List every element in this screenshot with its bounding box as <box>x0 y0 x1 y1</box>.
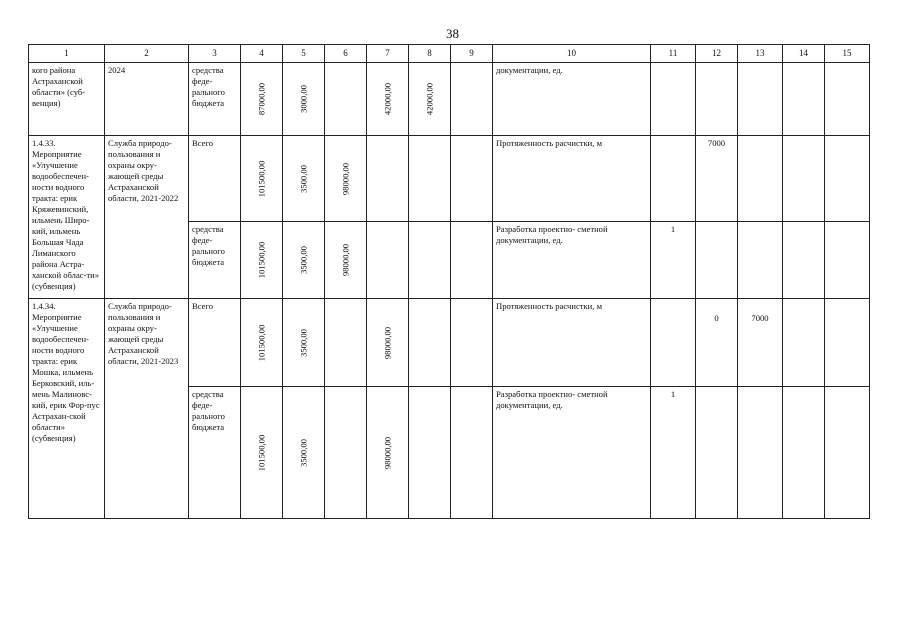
empty-cell <box>783 136 825 222</box>
amount-value: 42000,00 <box>382 82 392 116</box>
indicator-value-cell: 7000 <box>696 136 738 222</box>
indicator-value-cell: 1 <box>651 222 696 299</box>
empty-cell <box>825 387 870 519</box>
empty-cell <box>738 222 783 299</box>
empty-cell <box>409 136 451 222</box>
empty-cell <box>451 63 493 136</box>
empty-cell <box>783 222 825 299</box>
executor-cell: Служба природо-пользования и охраны окру-жающей среды Астраханской области, 2021-2023 <box>105 299 189 519</box>
empty-cell <box>738 63 783 136</box>
amount-cell <box>367 63 409 136</box>
amount-cell <box>367 387 409 519</box>
empty-cell <box>738 387 783 519</box>
funding-source-cell: средства феде-рального бюджета <box>189 63 241 136</box>
empty-cell <box>825 222 870 299</box>
amount-value: 98000,00 <box>340 162 350 195</box>
indicator-value-cell: 7000 <box>738 299 783 387</box>
col-header: 2 <box>105 45 189 63</box>
program-table <box>28 44 870 519</box>
indicator-cell: Протяженность расчистки, м <box>493 136 651 222</box>
funding-source-cell: Всего <box>189 299 241 387</box>
col-header: 5 <box>283 45 325 63</box>
empty-cell <box>409 299 451 387</box>
empty-cell <box>451 136 493 222</box>
empty-cell <box>783 387 825 519</box>
empty-cell <box>451 222 493 299</box>
col-header: 7 <box>367 45 409 63</box>
amount-value: 3500,00 <box>298 438 308 467</box>
amount-cell <box>241 299 283 387</box>
empty-cell <box>825 136 870 222</box>
amount-value: 98000,00 <box>340 243 350 277</box>
empty-cell <box>783 299 825 387</box>
amount-cell <box>241 222 283 299</box>
measure-name-cell: кого района Астраханской области» (суб-венция) <box>29 63 105 136</box>
empty-cell <box>825 299 870 387</box>
year-cell: 2024 <box>105 63 189 136</box>
col-header: 15 <box>825 45 870 63</box>
executor-cell: Служба природо-пользования и охраны окру-жающей среды Астраханской области, 2021-2022 <box>105 136 189 299</box>
empty-cell <box>651 63 696 136</box>
measure-name-cell: 1.4.33. Мероприятие «Улучшение водообеспечен-ности водного тракта: ерик Кряжевинский, ильмень Широ-кий, ильмень Большая Чада Лиманского района Астра-ханской облас-ти» (субвенция) <box>29 136 105 299</box>
indicator-cell: документации, ед. <box>493 63 651 136</box>
empty-cell <box>451 387 493 519</box>
empty-cell <box>825 63 870 136</box>
col-header: 13 <box>738 45 783 63</box>
indicator-cell: Разработка проектно- сметной документации, ед. <box>493 387 651 519</box>
amount-value: 3500,00 <box>298 328 308 357</box>
amount-value: 3500,00 <box>298 246 308 274</box>
col-header: 14 <box>783 45 825 63</box>
col-header: 6 <box>325 45 367 63</box>
amount-value: 98000,00 <box>382 436 392 469</box>
amount-value: 98000,00 <box>382 326 392 359</box>
amount-cell <box>283 222 325 299</box>
empty-cell <box>696 387 738 519</box>
header-row <box>29 45 870 63</box>
amount-value: 101500,00 <box>256 324 266 361</box>
col-header: 9 <box>451 45 493 63</box>
empty-cell <box>696 222 738 299</box>
empty-cell <box>409 222 451 299</box>
funding-source-cell: средства феде-рального бюджета <box>189 387 241 519</box>
empty-cell <box>325 63 367 136</box>
col-header: 1 <box>29 45 105 63</box>
empty-cell <box>367 136 409 222</box>
indicator-value-cell: 1 <box>651 387 696 519</box>
amount-cell <box>283 299 325 387</box>
amount-cell <box>283 136 325 222</box>
col-header: 12 <box>696 45 738 63</box>
table-row <box>29 136 870 222</box>
col-header: 11 <box>651 45 696 63</box>
amount-cell <box>325 222 367 299</box>
col-header: 4 <box>241 45 283 63</box>
empty-cell <box>738 136 783 222</box>
funding-source-cell: Всего <box>189 136 241 222</box>
empty-cell <box>367 222 409 299</box>
amount-value: 101500,00 <box>256 434 266 471</box>
table-row <box>29 299 870 387</box>
funding-source-cell: средства феде-рального бюджета <box>189 222 241 299</box>
amount-value: 101500,00 <box>256 160 266 197</box>
empty-cell <box>325 299 367 387</box>
amount-value: 3000,00 <box>298 85 308 113</box>
amount-cell <box>241 387 283 519</box>
amount-value: 42000,00 <box>424 82 434 116</box>
col-header: 3 <box>189 45 241 63</box>
amount-cell <box>367 299 409 387</box>
amount-cell <box>241 63 283 136</box>
amount-value: 3500,00 <box>298 164 308 193</box>
empty-cell <box>783 63 825 136</box>
indicator-cell: Разработка проектно- сметной документации, ед. <box>493 222 651 299</box>
amount-value: 101500,00 <box>256 241 266 279</box>
page-number: 38 <box>446 26 459 41</box>
measure-name-cell: 1.4.34. Мероприятие «Улучшение водообеспечен-ности водного тракта: ерик Мошка, ильмень Берковский, иль-мень Малиновс-кий, ерик Фор-пус Астрахан-ской области» (субвенция) <box>29 299 105 519</box>
empty-cell <box>651 136 696 222</box>
table-row <box>29 63 870 136</box>
col-header: 10 <box>493 45 651 63</box>
empty-cell <box>451 299 493 387</box>
empty-cell <box>325 387 367 519</box>
amount-cell <box>409 63 451 136</box>
indicator-cell: Протяженность расчистки, м <box>493 299 651 387</box>
amount-cell <box>283 63 325 136</box>
col-header: 8 <box>409 45 451 63</box>
amount-cell <box>283 387 325 519</box>
amount-cell <box>241 136 283 222</box>
empty-cell <box>409 387 451 519</box>
empty-cell <box>696 63 738 136</box>
indicator-value-cell: 0 <box>696 299 738 387</box>
empty-cell <box>651 299 696 387</box>
amount-cell <box>325 136 367 222</box>
amount-value: 87000,00 <box>256 82 266 116</box>
